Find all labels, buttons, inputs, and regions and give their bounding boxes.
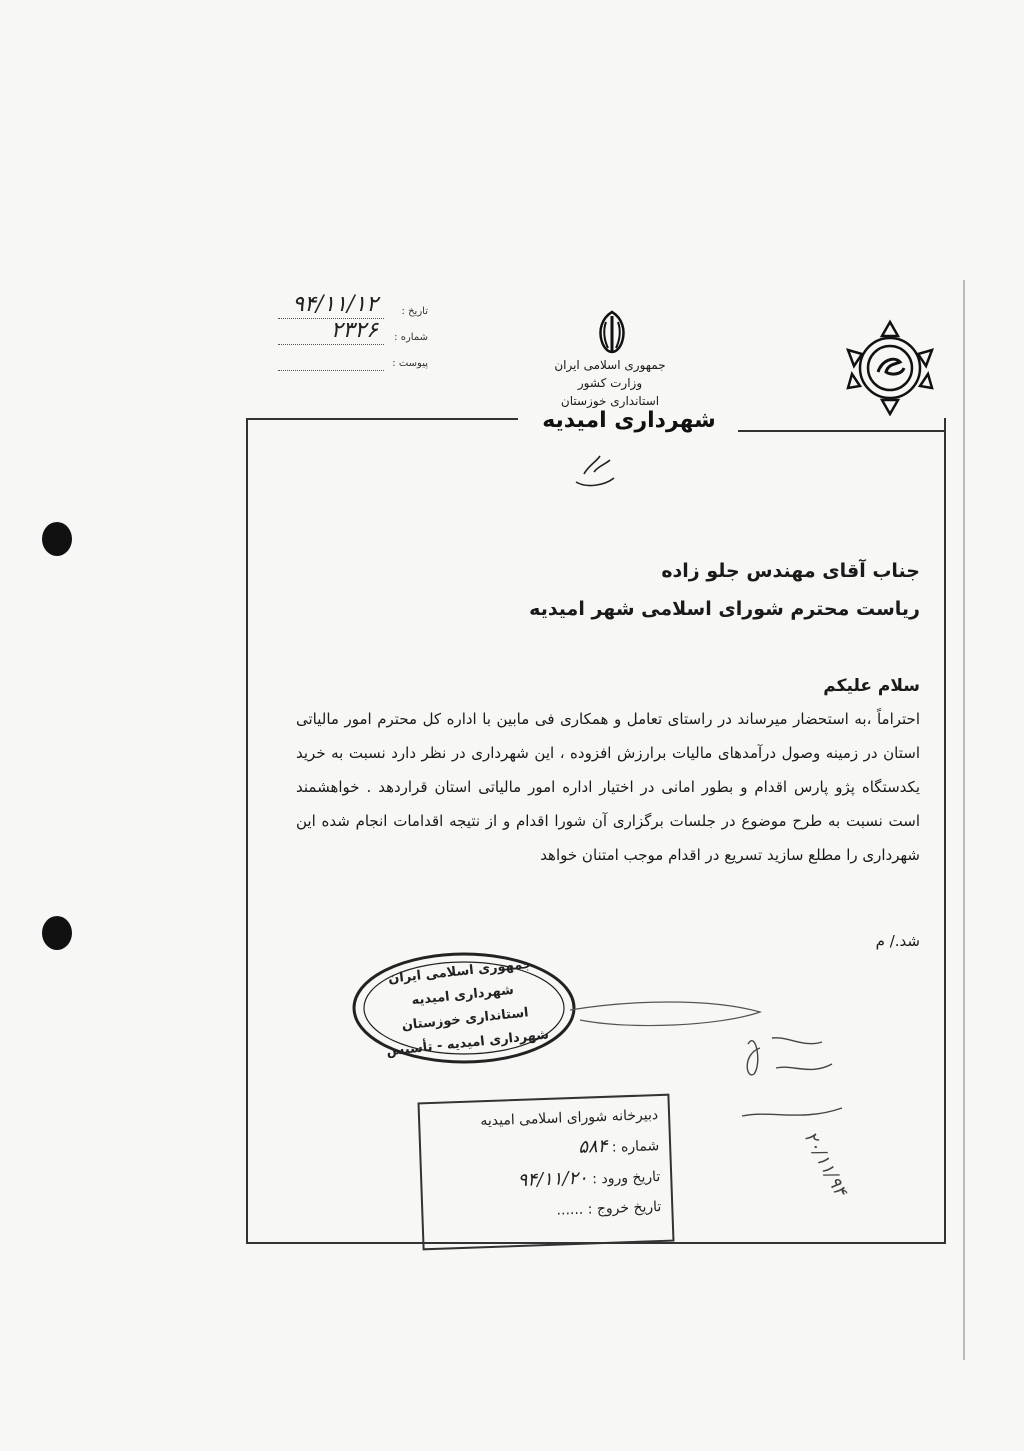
attachment-label: پیوست : (392, 358, 428, 369)
receipt-number-value: ۵۸۴ (577, 1135, 608, 1158)
number-row (278, 318, 428, 348)
receipt-number-label: شماره : (611, 1138, 660, 1156)
gov-line-3: استانداری خوزستان (560, 394, 660, 408)
gov-line-1: جمهوری اسلامی ایران (554, 358, 666, 372)
municipality-logo-icon (832, 316, 948, 416)
punch-hole (42, 916, 72, 950)
dotted-line (278, 344, 384, 345)
seal-line-4: شهرداری امیدیه - تأسیس (385, 1027, 550, 1060)
receipt-title: دبیرخانه شورای اسلامی امیدیه (480, 1107, 659, 1130)
attachment-row (278, 348, 428, 374)
receipt-stamp (417, 1094, 674, 1251)
receipt-entry-value: ۹۴/۱۱/۲۰ (517, 1167, 589, 1191)
page-edge-line (963, 280, 965, 1360)
receipt-entry-label: تاریخ ورود : (592, 1169, 661, 1188)
seal-line-1: جمهوری اسلامی ایران (387, 956, 533, 987)
handwritten-note-icon (732, 1024, 862, 1134)
punch-hole (42, 522, 72, 556)
addressee-line-1: جناب آقای مهندس جلو زاده (661, 560, 920, 582)
seal-line-2: شهرداری امیدیه (410, 982, 515, 1009)
date-label: تاریخ : (401, 306, 428, 317)
seal-line-3: استانداری خوزستان (401, 1005, 530, 1034)
receipt-exit-label: تاریخ خروج : (587, 1199, 662, 1218)
iran-emblem-icon (588, 308, 636, 356)
handwritten-date: ۲۰/۱۱/۹۴ (799, 1128, 851, 1200)
signature-mark-icon (570, 448, 620, 492)
letter-body (296, 702, 920, 872)
closing-text: شد./ م (875, 932, 920, 950)
number-label: شماره : (394, 332, 428, 343)
addressee-line-2: ریاست محترم شورای اسلامی شهر امیدیه (529, 598, 920, 620)
organization-title: شهرداری امیدیه (542, 408, 716, 433)
letter-meta (278, 292, 428, 374)
receipt-exit-value: ...... (556, 1201, 584, 1219)
date-value: ۹۴/۱۱/۱۲ (292, 292, 378, 317)
number-value: ۲۳۲۶ (330, 318, 378, 343)
body-paragraph: احتراماً ،به استحضار میرساند در راستای تعامل و همکاری فی مابین با اداره کل محترم امور مالیاتی استان در زمینه وصول درآمدهای مالیات برارزش افزوده ، این شهرداری در نظر دارد نسبت به خرید یکدستگاه پژو پارس اقدام و بطور امانی در اختیار اداره امور مالیاتی استان قراردهد . خواهشمند است نسبت به طرح موضوع در جلسات برگزاری آن شورا اقدام و از نتیجه اقدامات انجام شده این شهرداری را مطلع سازید تسریع در اقدام موجب امتنان خواهد (296, 710, 920, 864)
dotted-line (278, 370, 384, 371)
government-header (520, 356, 700, 410)
gov-line-2: وزارت کشور (577, 376, 643, 390)
greeting: سلام علیکم (823, 676, 920, 696)
